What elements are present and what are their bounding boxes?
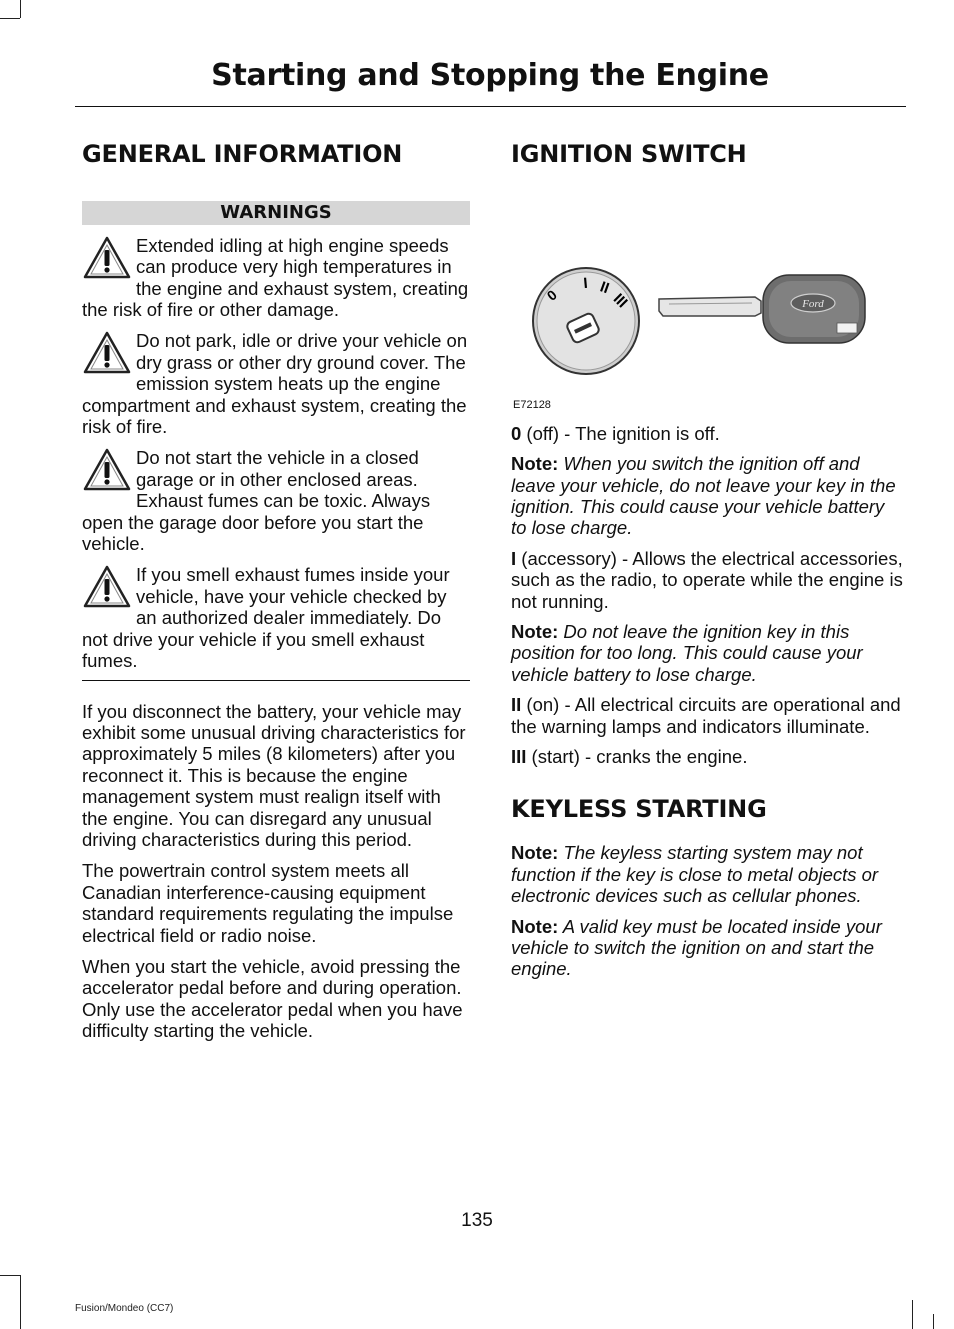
note xyxy=(511,842,903,906)
page-number: 135 xyxy=(461,1210,493,1231)
position-text: (on) - All electrical circuits are operational and the warning lamps and indicators illuminate. xyxy=(511,694,901,737)
position-label: 0 xyxy=(511,422,522,444)
position-accessory xyxy=(511,548,903,612)
ignition-switch-icon xyxy=(531,266,641,376)
crop-mark xyxy=(933,1314,934,1329)
note-text: The keyless starting system may not function if the key is close to metal objects or electronic devices such as cellular phones. xyxy=(511,842,879,907)
switch-mark-1: I xyxy=(582,274,589,292)
section-heading-general-information: GENERAL INFORMATION xyxy=(82,140,403,168)
warning-triangle-icon xyxy=(82,235,132,281)
note-label: Note: xyxy=(511,915,559,937)
crop-mark xyxy=(20,0,21,18)
position-start xyxy=(511,746,903,767)
switch-mark-0: 0 xyxy=(543,286,560,304)
switch-mark-3: III xyxy=(609,290,631,312)
key-icon xyxy=(657,269,869,349)
warning-text: Do not park, idle or drive your vehicle on dry grass or other dry ground cover. The emission system heats up the engine compartment and exhaust system, creating the risk of fire. xyxy=(82,330,468,438)
position-label: I xyxy=(511,547,517,569)
note-text: Do not leave the ignition key in this position for too long. This could cause your vehicle battery to lose charge. xyxy=(511,621,863,685)
warning-item xyxy=(82,564,470,671)
keyless-notes xyxy=(511,842,903,979)
switch-mark-2: II xyxy=(597,278,612,297)
position-on xyxy=(511,694,903,737)
warning-triangle-icon xyxy=(82,447,132,493)
warning-triangle-icon xyxy=(82,330,132,376)
warnings-header: WARNINGS xyxy=(82,201,470,225)
body-paragraph: The powertrain control system meets all Canadian interference-causing equipment standard requirements regulating the impulse electrical field or radio noise. xyxy=(82,860,454,946)
warning-item xyxy=(82,330,470,437)
body-paragraph: When you start the vehicle, avoid pressing the accelerator pedal before and during operation. Only use the accelerator pedal when you have difficulty starting the vehicle. xyxy=(82,955,463,1042)
warning-item xyxy=(82,235,470,321)
note xyxy=(511,916,903,980)
position-text: (accessory) - Allows the electrical accessories, such as the radio, to operate while the engine is not running. xyxy=(511,547,903,612)
section-heading-ignition-switch: IGNITION SWITCH xyxy=(511,140,747,168)
title-rule xyxy=(75,106,906,107)
position-text: (start) - cranks the engine. xyxy=(526,746,748,768)
key-logo-text: Ford xyxy=(802,297,824,310)
body-paragraph: If you disconnect the battery, your vehicle may exhibit some unusual driving characteristics for approximately 5 miles (8 kilometers) after you reconnect it. This is because the engine management system must realign itself with the engine. You can disregard any unusual driving characteristics during this period. xyxy=(82,700,466,850)
position-text: (off) - The ignition is off. xyxy=(521,422,720,444)
note xyxy=(511,621,903,685)
crop-mark xyxy=(20,1275,21,1329)
note-label: Note: xyxy=(511,453,559,475)
position-off xyxy=(511,423,903,444)
note-label: Note: xyxy=(511,842,559,864)
left-column xyxy=(82,140,470,1042)
warning-triangle-icon xyxy=(82,564,132,610)
right-column xyxy=(511,140,903,980)
section-heading-keyless-starting: KEYLESS STARTING xyxy=(511,795,767,824)
note-label: Note: xyxy=(511,621,559,643)
crop-mark xyxy=(0,18,20,19)
warning-text: If you smell exhaust fumes inside your vehicle, have your vehicle checked by an authorized dealer immediately. Do not drive your vehicle if you smell exhaust fumes. xyxy=(82,564,450,672)
footer-model: Fusion/Mondeo (CC7) xyxy=(75,1303,174,1314)
warning-text: Extended idling at high engine speeds can produce very high temperatures in the engine and exhaust system, creating the risk of fire or other damage. xyxy=(82,234,469,321)
note-text: When you switch the ignition off and leave your vehicle, do not leave your key in the ignition. This could cause your vehicle battery to lose charge. xyxy=(511,453,896,539)
crop-mark xyxy=(912,1300,913,1329)
warnings-end-rule xyxy=(82,680,470,681)
crop-mark xyxy=(0,1275,20,1276)
note xyxy=(511,453,903,539)
position-label: III xyxy=(511,746,527,768)
warning-text: Do not start the vehicle in a closed garage or in other enclosed areas. Exhaust fumes can be toxic. Always open the garage door before you start the vehicle. xyxy=(82,447,431,555)
ignition-switch-figure xyxy=(511,231,903,411)
note-text: A valid key must be located inside your vehicle to switch the ignition on and start the engine. xyxy=(511,915,882,980)
ignition-positions xyxy=(511,423,903,768)
position-label: II xyxy=(511,694,522,716)
warning-item xyxy=(82,447,470,554)
figure-code: E72128 xyxy=(513,398,551,411)
page-title: Starting and Stopping the Engine xyxy=(211,58,769,93)
